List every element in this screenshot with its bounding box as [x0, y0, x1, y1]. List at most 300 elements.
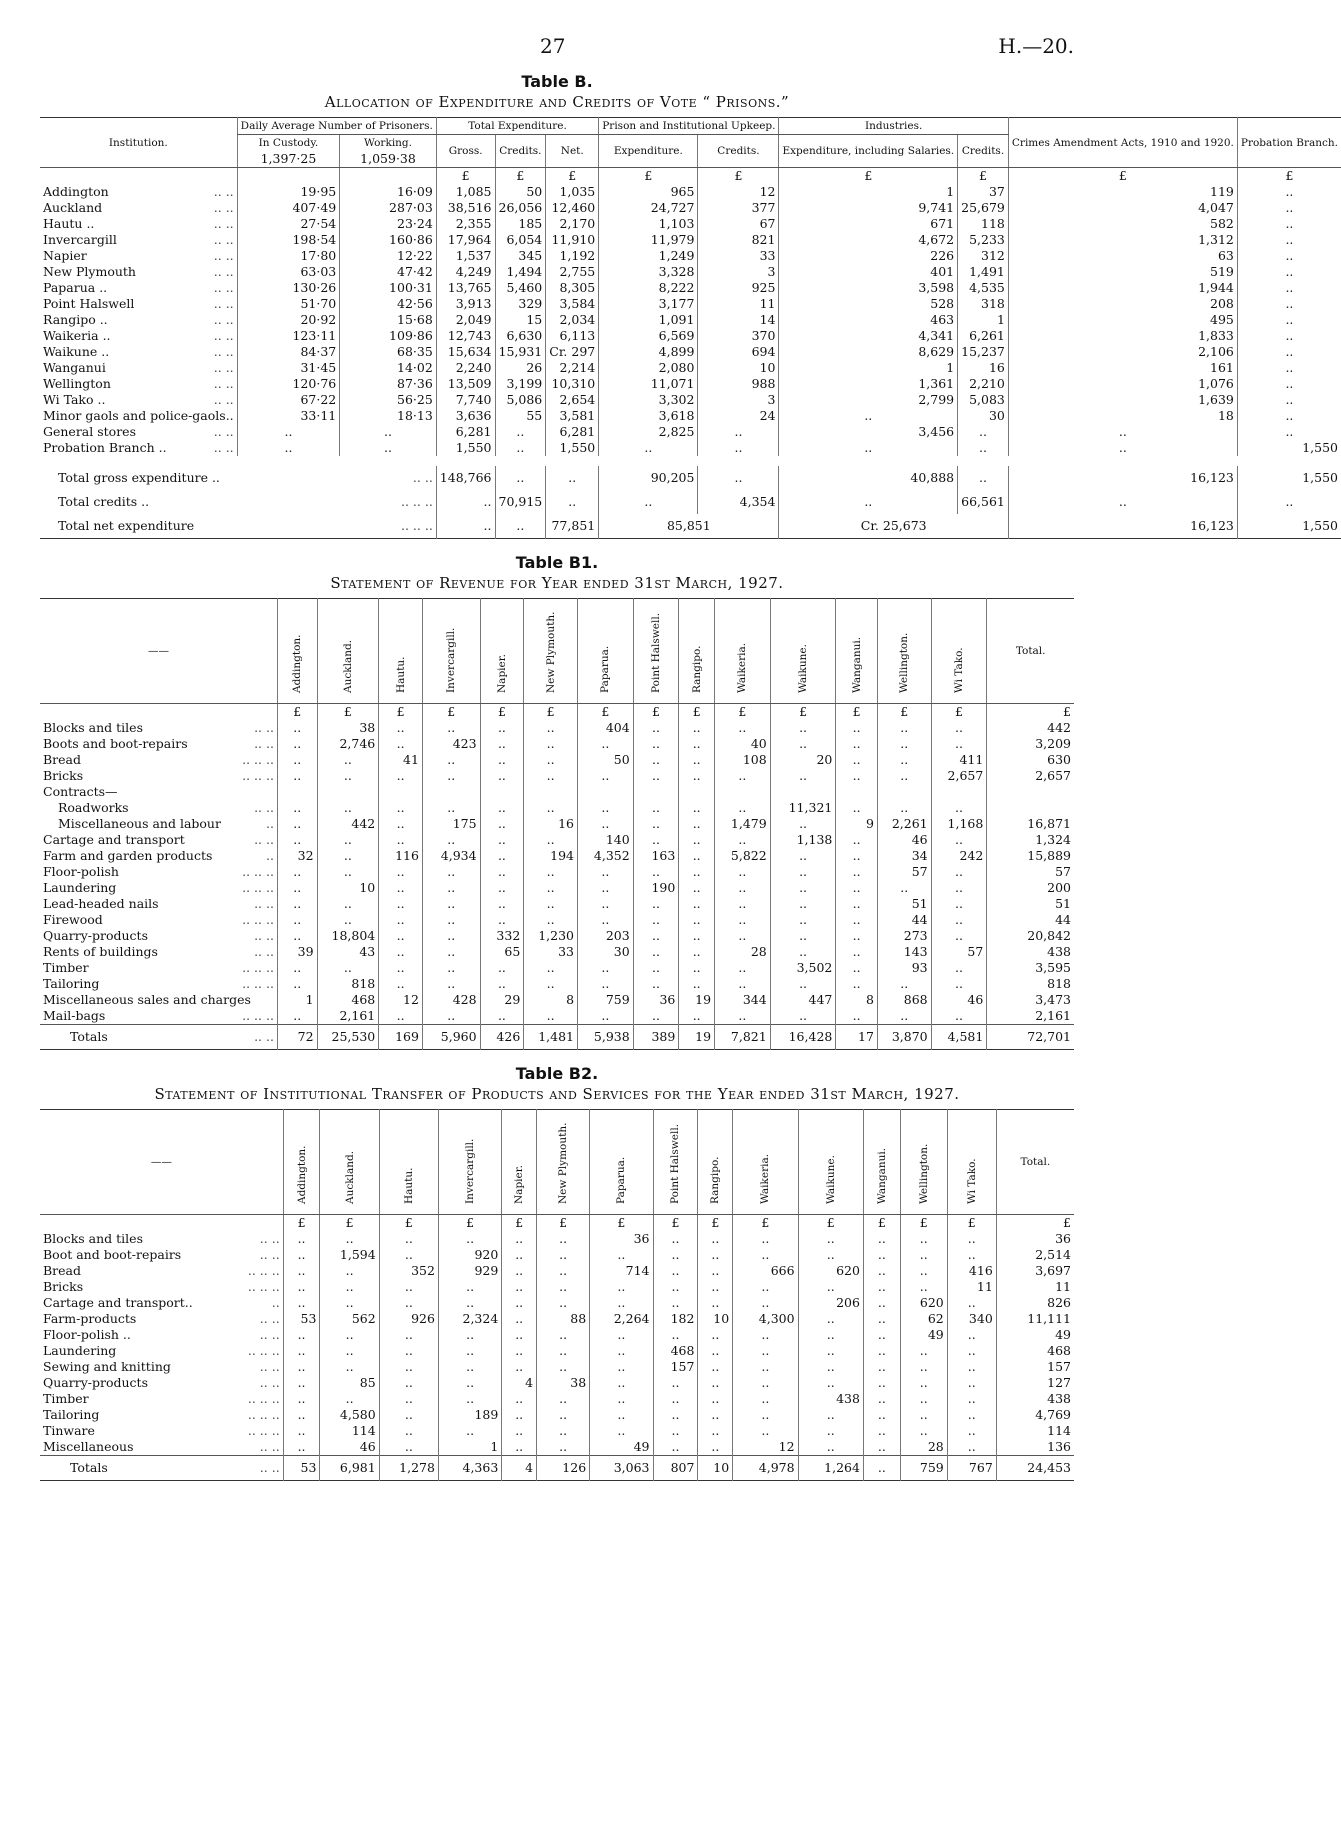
table-row: [40, 1279, 1074, 1295]
col-total-expenditure: Total Expenditure.: [436, 118, 598, 135]
table-cell: 5,083: [958, 392, 1009, 408]
institution-name: Wi Tako .. .. ..: [43, 392, 234, 407]
table-cell: 33: [698, 248, 779, 264]
table-cell: 6,054: [495, 232, 546, 248]
table-cell: ..: [931, 928, 987, 944]
table-b2: [40, 1109, 1074, 1481]
table-cell: 926: [379, 1311, 438, 1327]
table-cell: ..: [633, 720, 679, 736]
table-cell: 12: [733, 1439, 798, 1456]
table-cell: ..: [900, 1391, 947, 1407]
table-cell: 44: [987, 912, 1074, 928]
table-cell: ..: [715, 912, 771, 928]
total-label: Total gross expenditure .. .. ..: [58, 470, 433, 485]
table-cell: ..: [495, 424, 546, 440]
table-cell: ..: [317, 848, 379, 864]
total-gross: ..: [436, 514, 495, 539]
row-label: Boots and boot-repairs .. ..: [43, 736, 274, 751]
table-cell: ..: [524, 960, 578, 976]
total-cell: 4: [502, 1456, 537, 1481]
table-cell: 1,639: [1008, 392, 1237, 408]
table-cell: ..: [698, 1423, 733, 1439]
table-cell: 51: [877, 896, 931, 912]
col-header-wellington: Wellington.: [900, 1110, 947, 1215]
table-cell: ..: [599, 440, 698, 456]
col-probation: Probation Branch.: [1237, 118, 1341, 168]
table-cell: 136: [996, 1439, 1074, 1456]
table-cell: 6,569: [599, 328, 698, 344]
table-cell: ..: [863, 1279, 900, 1295]
table-cell: 2,324: [438, 1311, 501, 1327]
table-cell: 15,931: [495, 344, 546, 360]
table-cell: 4,535: [958, 280, 1009, 296]
total-cell: 4,363: [438, 1456, 501, 1481]
table-cell: 868: [877, 992, 931, 1008]
table-cell: ..: [947, 1247, 996, 1263]
table-cell: ..: [590, 1423, 653, 1439]
table-cell: ..: [698, 1375, 733, 1391]
table-cell: ..: [277, 832, 317, 848]
currency-symbol: £: [931, 704, 987, 721]
table-cell: ..: [1237, 392, 1341, 408]
table-cell: 130·26: [237, 280, 340, 296]
total-cell: 7,821: [715, 1025, 771, 1050]
col-header-total: Total.: [987, 599, 1074, 704]
table-cell: 16: [524, 816, 578, 832]
table-cell: ..: [715, 768, 771, 784]
table-cell: ..: [283, 1327, 320, 1343]
total-cell: 1,264: [798, 1456, 863, 1481]
table-cell: ..: [379, 1343, 438, 1359]
table-cell: [317, 784, 379, 800]
table-cell: ..: [679, 816, 715, 832]
table-cell: 4,899: [599, 344, 698, 360]
total-credits: ..: [495, 514, 546, 539]
total-cell: 24,453: [996, 1456, 1074, 1481]
table-cell: ..: [733, 1375, 798, 1391]
currency-symbol: £: [438, 1215, 501, 1232]
table-cell: 67: [698, 216, 779, 232]
table-row: [40, 376, 1341, 392]
table-cell: 194: [524, 848, 578, 864]
table-row: [40, 816, 1074, 832]
table-cell: ..: [524, 752, 578, 768]
table-cell: ..: [679, 880, 715, 896]
table-cell: ..: [877, 736, 931, 752]
table-cell: ..: [422, 768, 480, 784]
table-cell: ..: [698, 1247, 733, 1263]
table-cell: 13,765: [436, 280, 495, 296]
table-b1: [40, 598, 1074, 1050]
table-cell: ..: [770, 816, 836, 832]
table-row: [40, 248, 1341, 264]
table-cell: 1: [277, 992, 317, 1008]
table-cell: 442: [987, 720, 1074, 736]
table-cell: ..: [653, 1295, 698, 1311]
table-cell: 1,085: [436, 184, 495, 200]
col-header-rangipo: Rangipo.: [679, 599, 715, 704]
table-cell: ..: [653, 1247, 698, 1263]
table-row: [40, 1231, 1074, 1247]
currency-symbol: £: [578, 704, 634, 721]
table-cell: 39: [277, 944, 317, 960]
col-header-paparua: Paparua.: [578, 599, 634, 704]
table-row: [40, 232, 1341, 248]
col-header-invercargill: Invercargill.: [422, 599, 480, 704]
table-cell: 114: [996, 1423, 1074, 1439]
institution-name: Point Halswell .. ..: [43, 296, 234, 311]
table-cell: ..: [653, 1231, 698, 1247]
table-cell: ..: [633, 832, 679, 848]
table-cell: ..: [863, 1423, 900, 1439]
row-label: Timber .. .. ..: [43, 960, 274, 975]
table-cell: 1: [438, 1439, 501, 1456]
table-cell: ..: [770, 736, 836, 752]
table-cell: ..: [277, 928, 317, 944]
table-cell: ..: [863, 1407, 900, 1423]
total-credits: 70,915: [495, 490, 546, 514]
table-cell: ..: [340, 424, 437, 440]
table-cell: ..: [1237, 376, 1341, 392]
table-cell: 4,672: [779, 232, 958, 248]
table-cell: 1: [779, 184, 958, 200]
table-cell: 120·76: [237, 376, 340, 392]
table-cell: 1,494: [495, 264, 546, 280]
table-cell: 1,324: [987, 832, 1074, 848]
table-cell: 4,352: [578, 848, 634, 864]
currency-symbol: £: [863, 1215, 900, 1232]
table-cell: ..: [679, 848, 715, 864]
table-cell: 55: [495, 408, 546, 424]
table-cell: 127: [996, 1375, 1074, 1391]
col-header-hautu: Hautu.: [379, 599, 423, 704]
table-cell: ..: [947, 1359, 996, 1375]
table-cell: ..: [379, 1375, 438, 1391]
table-row: [40, 960, 1074, 976]
total-cell: ..: [863, 1456, 900, 1481]
table-cell: ..: [1237, 344, 1341, 360]
table-cell: ..: [679, 720, 715, 736]
currency-symbol: £: [590, 1215, 653, 1232]
row-label: Cartage and transport.. ..: [43, 1295, 280, 1310]
table-cell: ..: [653, 1407, 698, 1423]
row-label: Miscellaneous sales and charges: [43, 992, 251, 1007]
spacer-cell: [40, 456, 1341, 466]
table-cell: ..: [798, 1375, 863, 1391]
table-cell: ..: [502, 1263, 537, 1279]
table-cell: ..: [283, 1279, 320, 1295]
table-cell: ..: [502, 1391, 537, 1407]
table-cell: [836, 784, 878, 800]
table-cell: ..: [422, 720, 480, 736]
table-cell: 468: [317, 992, 379, 1008]
table-cell: ..: [1237, 296, 1341, 312]
currency-spacer: [40, 168, 237, 185]
table-cell: 18·13: [340, 408, 437, 424]
table-cell: 203: [578, 928, 634, 944]
table-cell: ..: [537, 1439, 590, 1456]
total-cell: 72,701: [987, 1025, 1074, 1050]
table-cell: ..: [779, 440, 958, 456]
table-cell: ..: [537, 1359, 590, 1375]
total-cell: 759: [900, 1456, 947, 1481]
table-cell: ..: [947, 1439, 996, 1456]
table-cell: 161: [1008, 360, 1237, 376]
table-cell: 6,630: [495, 328, 546, 344]
table-b: [40, 117, 1341, 539]
currency-symbol: £: [422, 704, 480, 721]
currency-symbol: £: [502, 1215, 537, 1232]
currency-spacer: [40, 704, 277, 721]
table-cell: 468: [653, 1343, 698, 1359]
table-cell: 11,111: [996, 1311, 1074, 1327]
table-cell: ..: [237, 440, 340, 456]
table-cell: 23·24: [340, 216, 437, 232]
table-cell: 12: [379, 992, 423, 1008]
table-cell: 11,979: [599, 232, 698, 248]
table-cell: 2,161: [987, 1008, 1074, 1025]
table-cell: ..: [679, 1008, 715, 1025]
table-cell: ..: [798, 1343, 863, 1359]
table-cell: ..: [715, 720, 771, 736]
table-cell: 1,361: [779, 376, 958, 392]
table-cell: ..: [438, 1359, 501, 1375]
col-upkeep-credits: Credits.: [698, 135, 779, 168]
row-label: Laundering .. .. ..: [43, 1343, 280, 1358]
table-cell: ..: [679, 928, 715, 944]
total-cell: 4,978: [733, 1456, 798, 1481]
table-cell: 416: [947, 1263, 996, 1279]
page-header: [40, 30, 1074, 64]
table-cell: ..: [277, 1008, 317, 1025]
col-header-pointhalswell: Point Halswell.: [633, 599, 679, 704]
table-cell: ..: [798, 1439, 863, 1456]
table-cell: ..: [480, 912, 524, 928]
row-label: Miscellaneous .. ..: [43, 1439, 280, 1454]
table-cell: 404: [578, 720, 634, 736]
table-cell: [931, 784, 987, 800]
currency-symbol: £: [524, 704, 578, 721]
table-cell: 5,822: [715, 848, 771, 864]
table-cell: 1,103: [599, 216, 698, 232]
table-row: [40, 1295, 1074, 1311]
institution-name: Paparua .. .. ..: [43, 280, 234, 295]
table-cell: 620: [900, 1295, 947, 1311]
table-cell: 4,249: [436, 264, 495, 280]
table-cell: ..: [863, 1359, 900, 1375]
table-cell: ..: [480, 864, 524, 880]
table-cell: ..: [277, 768, 317, 784]
table-cell: ..: [422, 944, 480, 960]
table-cell: 26: [495, 360, 546, 376]
table-cell: 495: [1008, 312, 1237, 328]
table-cell: ..: [237, 424, 340, 440]
total-cell: 807: [653, 1456, 698, 1481]
document-page: [40, 30, 1338, 1481]
table-cell: 4,934: [422, 848, 480, 864]
table-cell: ..: [590, 1327, 653, 1343]
table-cell: ..: [317, 960, 379, 976]
col-upkeep-expenditure: Expenditure.: [599, 135, 698, 168]
table-cell: 68·35: [340, 344, 437, 360]
table-row: [40, 1311, 1074, 1327]
table-cell: ..: [877, 720, 931, 736]
table-cell: 175: [422, 816, 480, 832]
table-cell: ..: [715, 864, 771, 880]
table-row: [40, 976, 1074, 992]
table-cell: 63·03: [237, 264, 340, 280]
table-row: [40, 944, 1074, 960]
institution-name: Invercargill .. ..: [43, 232, 234, 247]
table-cell: ..: [698, 1279, 733, 1295]
table-cell: 185: [495, 216, 546, 232]
total-industries: ..: [779, 490, 958, 514]
table-cell: ..: [877, 976, 931, 992]
table-cell: ..: [653, 1423, 698, 1439]
table-cell: ..: [502, 1247, 537, 1263]
table-cell: ..: [480, 752, 524, 768]
table-cell: ..: [524, 720, 578, 736]
table-cell: ..: [277, 752, 317, 768]
table-cell: ..: [590, 1295, 653, 1311]
table-cell: ..: [283, 1295, 320, 1311]
currency-row: [40, 1215, 1074, 1232]
institution-name: Probation Branch .. .. ..: [43, 440, 234, 455]
table-cell: 8,305: [546, 280, 599, 296]
table-row: [40, 864, 1074, 880]
table-cell: 447: [770, 992, 836, 1008]
col-credits: Credits.: [495, 135, 546, 168]
table-cell: 332: [480, 928, 524, 944]
col-industries-credits: Credits.: [958, 135, 1009, 168]
table-cell: ..: [836, 848, 878, 864]
currency-symbol: £: [283, 1215, 320, 1232]
table-cell: ..: [524, 768, 578, 784]
table-cell: ..: [422, 896, 480, 912]
table-cell: ..: [320, 1391, 379, 1407]
table-cell: 123·11: [237, 328, 340, 344]
table-cell: 1,091: [599, 312, 698, 328]
table-cell: 3,209: [987, 736, 1074, 752]
table-cell: 140: [578, 832, 634, 848]
table-cell: ..: [277, 800, 317, 816]
table-row: [40, 216, 1341, 232]
table-cell: 671: [779, 216, 958, 232]
currency-symbol: £: [698, 168, 779, 185]
currency-symbol: £: [1237, 168, 1341, 185]
table-cell: 200: [987, 880, 1074, 896]
currency-symbol: £: [987, 704, 1074, 721]
table-cell: ..: [931, 800, 987, 816]
table-cell: ..: [653, 1439, 698, 1456]
table-cell: 49: [900, 1327, 947, 1343]
total-label: Total net expenditure .. .. ..: [58, 518, 433, 533]
table-cell: 20,842: [987, 928, 1074, 944]
col-header-total: Total.: [996, 1110, 1074, 1215]
table-cell: [633, 784, 679, 800]
total-net: ..: [546, 466, 599, 490]
currency-symbol: £: [779, 168, 958, 185]
table-cell: ..: [502, 1343, 537, 1359]
table-row: [40, 720, 1074, 736]
table-cell: 4,047: [1008, 200, 1237, 216]
table-cell: ..: [863, 1295, 900, 1311]
table-cell: ..: [836, 800, 878, 816]
table-cell: ..: [379, 1439, 438, 1456]
table-cell: 65: [480, 944, 524, 960]
table-cell: 1,249: [599, 248, 698, 264]
table-cell: ..: [733, 1231, 798, 1247]
table-cell: ..: [798, 1423, 863, 1439]
table-cell: 988: [698, 376, 779, 392]
col-header-waikune: Waikune.: [770, 599, 836, 704]
table-cell: 63: [1008, 248, 1237, 264]
table-cell: ..: [578, 864, 634, 880]
table-cell: ..: [633, 752, 679, 768]
table-cell: ..: [836, 752, 878, 768]
currency-symbol: £: [798, 1215, 863, 1232]
table-cell: [480, 784, 524, 800]
table-cell: ..: [863, 1231, 900, 1247]
table-cell: 1,491: [958, 264, 1009, 280]
table-cell: 20: [770, 752, 836, 768]
table-cell: 5,086: [495, 392, 546, 408]
table-cell: 10: [698, 1311, 733, 1327]
row-label: Tinware .. .. ..: [43, 1423, 280, 1438]
table-cell: ..: [480, 896, 524, 912]
row-label: Floor-polish .. .. ..: [43, 1327, 280, 1342]
table-row: [40, 1343, 1074, 1359]
table-cell: 50: [495, 184, 546, 200]
table-cell: [524, 784, 578, 800]
col-header-pointhalswell: Point Halswell.: [653, 1110, 698, 1215]
table-cell: 46: [931, 992, 987, 1008]
table-cell: ..: [931, 1008, 987, 1025]
table-cell: 562: [320, 1311, 379, 1327]
table-cell: 620: [798, 1263, 863, 1279]
table-cell: 2,261: [877, 816, 931, 832]
table-cell: 30: [958, 408, 1009, 424]
table-cell: ..: [480, 1008, 524, 1025]
table-cell: ..: [502, 1311, 537, 1327]
table-cell: 6,281: [436, 424, 495, 440]
table-cell: 26,056: [495, 200, 546, 216]
table-cell: ..: [379, 960, 423, 976]
table-cell: ..: [277, 960, 317, 976]
table-row: [40, 312, 1341, 328]
table-cell: 1,944: [1008, 280, 1237, 296]
table-cell: 1,076: [1008, 376, 1237, 392]
col-header-waikeria: Waikeria.: [733, 1110, 798, 1215]
total-cell: 1,481: [524, 1025, 578, 1050]
table-cell: 2,240: [436, 360, 495, 376]
total-cell: 426: [480, 1025, 524, 1050]
table-cell: 8: [524, 992, 578, 1008]
table-cell: ..: [317, 800, 379, 816]
table-cell: ..: [863, 1391, 900, 1407]
col-in-custody: In Custody. 1,397·25: [237, 135, 340, 168]
table-cell: 18: [1008, 408, 1237, 424]
table-b1-subtitle: Statement of Revenue for Year ended 31st March, 1927.: [330, 574, 784, 592]
table-cell: 8,222: [599, 280, 698, 296]
institution-name: Waikeria .. .. ..: [43, 328, 234, 343]
currency-row: [40, 168, 1341, 185]
table-cell: ..: [502, 1231, 537, 1247]
col-gross: Gross.: [436, 135, 495, 168]
table-cell: 2,210: [958, 376, 1009, 392]
table-row: [40, 1423, 1074, 1439]
total-upkeep-credits: 4,354: [698, 490, 779, 514]
